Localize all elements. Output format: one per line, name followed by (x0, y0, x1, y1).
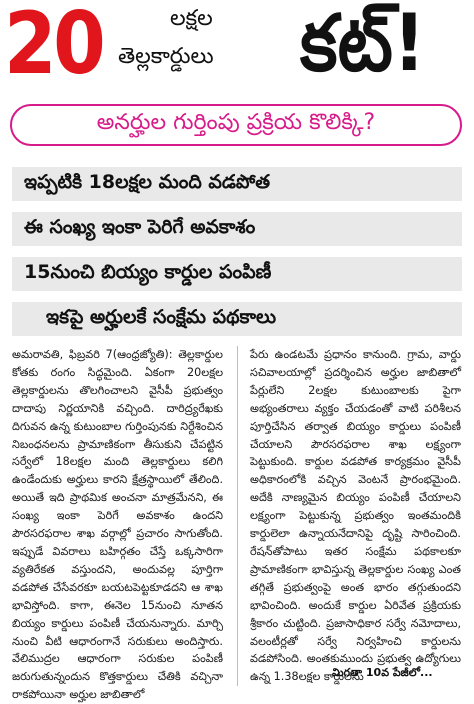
highlight-bar (12, 167, 462, 201)
headline (0, 0, 474, 98)
highlight-text: ఈ సంఖ్య ఇంకా పెరిగే అవకాశం (24, 215, 256, 238)
subheadline-question: అనర్హుల గుర్తింపు ప్రక్రియ కొలిక్కి? (96, 110, 376, 135)
highlight-text: 15నుంచి బియ్యం కార్డుల పంపిణీ (24, 260, 272, 283)
headline-line-1: లక్షల (170, 6, 213, 31)
highlight-bar (12, 212, 462, 246)
article-column-right (250, 346, 461, 686)
headline-line-2: తెల్లకార్డులు (118, 44, 214, 69)
article-column-left (12, 346, 223, 704)
column-divider (237, 346, 238, 686)
headline-number: 20 (4, 0, 103, 94)
continued-note: మిగతా 10వ పేజీలో... (332, 666, 433, 679)
highlight-bar (12, 302, 462, 336)
article-text-right: పేరు ఉండటమే ప్రధానం కానుంది. గ్రామ, వార్డు సచివాలయాల్లో ప్రదర్శించిన అర్హుల జాబితాలో పేర్లులేని 2లక్షల కుటుంబాలకు పైగా అభ్యంతరాలు వ్యక్తం చేయడంతో వాటి పరిశీలన పూర్తిచేసిన తర్వాత బియ్యం కార్డులు పంపిణీ చేయాలని పౌరసరఫరాల శాఖ లక్ష్యంగా పెట్టుకుంది. కార్డుల వడపోత కార్యక్రమం వైసీపీ అధికారంలోకి వచ్చిన వెంటనే ప్రారంభమైంది. అదేకి నాణ్యమైన బియ్యం పంపిణీ చేయాలని లక్ష్యంగా పెట్టుకున్న ప్రభుత్వం ఇంతమందికి కార్డులెలా ఉన్నాయనేదానిపై దృష్టి సారించింది. రేషన్‌తోపాటు ఇతర సంక్షేమ పథకాలకూ ప్రామాణికంగా భావిస్తున్న తెల్లకార్డుల సంఖ్య ఎంత తగ్గితే ప్రభుత్వంపై అంత భారం తగ్గుతుందని భావించింది. అందుకే కార్డుల ఏరివేత ప్రక్రియకు శ్రీకారం చుట్టింది. ప్రజాసాధికార సర్వే నమోదాలు, వలంటీర్లతో సర్వే నిర్వహించి కార్డులను వడపోసింది. అంతకుముందు ప్రభుత్వ ఉద్యోగులు ఉన్న 1.38లక్షల కార్డులను (250, 348, 461, 684)
subheadline-box (10, 104, 462, 146)
headline-word: కట్! (300, 0, 426, 89)
highlight-text: ఇకపై అర్హులకే సంక్షేమ పథకాలు (46, 305, 277, 328)
highlight-bar (12, 257, 462, 291)
highlight-text: ఇప్పటికి 18లక్షల మంది వడపోత (24, 170, 271, 193)
article-text-left: అమరావతి, ఫిబ్రవరి 7(ఆంధ్రజ్యోతి): తెల్లకార్డుల కోతకు రంగం సిద్ధమైంది. ఏకంగా 20లక్షల తెల్లకార్డులను తొలగించాలని వైసీపీ ప్రభుత్వం దాదాపు నిర్ణయానికి వచ్చింది. దారిద్ర్యరేఖకు దిగువన ఉన్న కుటుంబాల గుర్తింపునకు నిర్దేశించిన నిబంధనలను ప్రామాణికంగా తీసుకుని చేపట్టిన సర్వేలో 18లక్షల మంది తెల్లకార్డులు కలిగి ఉండేందుకు అర్హులు కారని క్షేత్రస్థాయిలో తేలింది. అయితే ఇది ప్రాథమిక అంచనా మాత్రమేనని, ఈ సంఖ్య ఇంకా పెరిగే అవకాశం ఉందని పౌరసరఫరాల శాఖ వర్గాల్లో ప్రచారం సాగుతోంది. ఇప్పుడే వివరాలు బహిర్గతం చేస్తే ఒక్కసారిగా వ్యతిరేకత వస్తుందని, అందువల్ల పూర్తిగా వడపోత చేసేవరకూ బయటపెట్టకూడదని ఆ శాఖ భావిస్తోంది. కాగా, ఈనెల 15నుంచి నూతన బియ్యం కార్డులు పంపిణీ చేయనున్నారు. మార్చి నుంచి వీటి ఆధారంగానే సరుకులు అందిస్తారు. వేలిముద్రల ఆధారంగా సరుకుల పంపిణీ జరుగుతున్నందున కొత్తకార్డులు చేతికి వచ్చినా రాకపోయినా అర్హుల జాబితాలో (12, 348, 223, 702)
